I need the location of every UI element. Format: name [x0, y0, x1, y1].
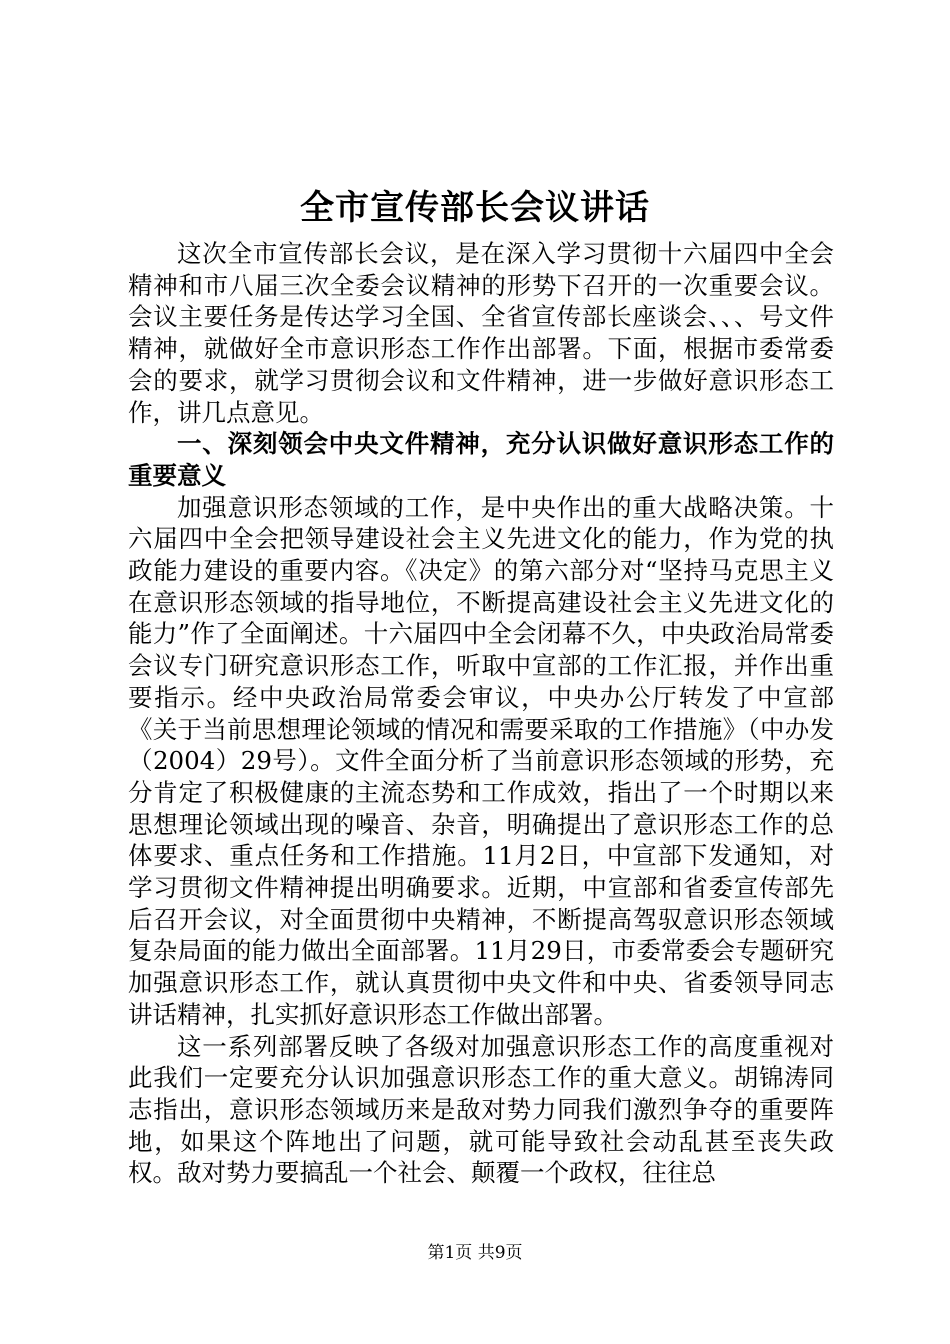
body-paragraph: 这一系列部署反映了各级对加强意识形态工作的高度重视对此我们一定要充分认识加强意识形态工作的重大意义。胡锦涛同志指出，意识形态领域历来是敌对势力同我们激烈争夺的重要阵地，如果这个阵地出了问题，就可能导致社会动乱甚至丧失政权。敌对势力要搞乱一个社会、颠覆一个政权，往往总 — [128, 1031, 834, 1188]
document-title: 全市宣传部长会议讲话 — [300, 188, 650, 228]
intro-paragraph: 这次全市宣传部长会议，是在深入学习贯彻十六届四中全会精神和市八届三次全委会议精神的形势下召开的一次重要会议。会议主要任务是传达学习全国、全省宣传部长座谈会、、、号文件精神，就做好全市意识形态工作作出部署。下面，根据市委常委会的要求，就学习贯彻会议和文件精神，进一步做好意识形态工作，讲几点意见。 — [128, 239, 834, 427]
section-heading: 一、深刻领会中央文件精神，充分认识做好意识形态工作的重要意义 — [128, 429, 834, 490]
body-paragraph: 加强意识形态领域的工作，是中央作出的重大战略决策。十六届四中全会把领导建设社会主义先进文化的能力，作为党的执政能力建设的重要内容。《决定》的第六部分对“坚持马克思主义在意识形态领域的指导地位，不断提高建设社会主义先进文化的能力”作了全面阐述。十六届四中全会闭幕不久，中央政治局常委会议专门研究意识形态工作，听取中宣部的工作汇报，并作出重要指示。经中央政治局常委会审议，中央办公厅转发了中宣部《关于当前思想理论领域的情况和需要采取的工作措施》（中办发（2004）29号）。文件全面分析了当前意识形态领域的形势，充分肯定了积极健康的主流态势和工作成效，指出了一个时期以来思想理论领域出现的噪音、杂音，明确提出了意识形态工作的总体要求、重点任务和工作措施。11月2日，中宣部下发通知，对学习贯彻文件精神提出明确要求。近期，中宣部和省委宣传部先后召开会议，对全面贯彻中央精神，不断提高驾驭意识形态领域复杂局面的能力做出全面部署。11月29日，市委常委会专题研究加强意识形态工作，就认真贯彻中央文件和中央、省委领导同志讲话精神，扎实抓好意识形态工作做出部署。 — [128, 492, 834, 1029]
document-body — [128, 238, 834, 1189]
page-footer: 第1页 共9页 — [427, 1243, 523, 1263]
